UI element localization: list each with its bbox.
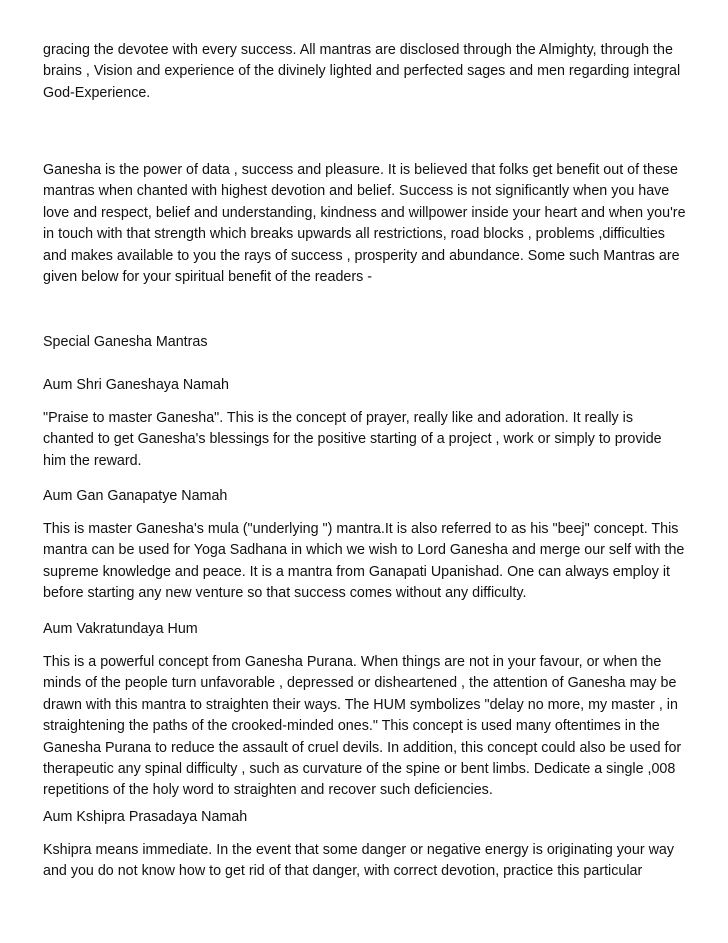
text-line: Aum Vakratundaya Hum: [43, 621, 198, 637]
mantra-description: [43, 408, 662, 472]
text-line: "Praise to master Ganesha". This is the concept of prayer, really like and adoration. It really is: [43, 410, 633, 426]
text-line: drawn with this mantra to straighten their ways. The HUM symbolizes "delay no more, my master , in: [43, 696, 678, 713]
mantra-description: [43, 652, 681, 802]
mantra-title: [43, 486, 227, 507]
text-line: Special Ganesha Mantras: [43, 334, 208, 350]
mantra-title: [43, 619, 198, 640]
mantra-title: [43, 807, 247, 828]
mantra-description: [43, 519, 684, 605]
text-line: supreme knowledge and peace. It is a mantra from Ganapati Upanishad. One can always employ it: [43, 563, 671, 580]
text-line: Kshipra means immediate. In the event that some danger or negative energy is originating your way: [43, 842, 674, 858]
text-line: mantras when chanted with highest devotion and belief. Success is not significantly when you have: [43, 183, 670, 200]
intro-paragraph: [43, 40, 680, 104]
text-line: Ganesha is the power of data , success and pleasure. It is believed that folks get benefit out of these: [43, 162, 679, 178]
text-line: Aum Kshipra Prasadaya Namah: [43, 809, 248, 825]
text-line: brains , Vision and experience of the divinely lighted and perfected sages and men regarding integral: [43, 63, 681, 80]
section-heading: [43, 332, 208, 353]
text-line: and you do not know how to get rid of that danger, with correct devotion, practice this particular: [43, 863, 643, 880]
text-line: Aum Shri Ganeshaya Namah: [43, 377, 229, 393]
ganesha-power-paragraph: [43, 160, 686, 288]
mantra-description: [43, 840, 674, 883]
text-line: love and respect, belief and understanding, kindness and willpower inside your heart and when you're: [43, 204, 686, 221]
text-line: before starting any new venture so that success comes without any difficulty.: [43, 585, 527, 602]
text-line: him the reward.: [43, 452, 142, 469]
text-line: in touch with that strength which breaks upwards all restrictions, road blocks , problems ,difficulties: [43, 226, 665, 243]
text-line: and makes available to you the rays of success , prosperity and abundance. Some such Mantras are: [43, 247, 680, 264]
text-line: gracing the devotee with every success. All mantras are disclosed through the Almighty, through the: [43, 42, 673, 58]
text-line: repetitions of the holy word to straighten and recover such deficiencies.: [43, 782, 493, 799]
text-line: minds of the people turn unfavorable , depressed or disheartened , the attention of Ganesha may be: [43, 675, 677, 692]
text-line: straightening the paths of the crooked-minded ones." This concept is used many oftentimes in the: [43, 718, 660, 735]
text-line: chanted to get Ganesha's blessings for the positive starting of a project , work or simply to provide: [43, 431, 662, 448]
mantra-title: [43, 375, 229, 396]
text-line: given below for your spiritual benefit of the readers -: [43, 269, 373, 286]
text-line: Aum Gan Ganapatye Namah: [43, 488, 228, 504]
text-line: This is a powerful concept from Ganesha Purana. When things are not in your favour, or when the: [43, 654, 662, 670]
text-line: therapeutic any spinal difficulty , such as curvature of the spine or bent limbs. Dedicate a single ,008: [43, 761, 676, 778]
text-line: God-Experience.: [43, 84, 151, 101]
text-line: mantra can be used for Yoga Sadhana in which we wish to Lord Ganesha and merge our self with the: [43, 542, 685, 559]
text-line: This is master Ganesha's mula ("underlying ") mantra.It is also referred to as his "beej" concept. This: [43, 521, 679, 537]
text-line: Ganesha Purana to reduce the assault of cruel devils. In addition, this concept could also be used for: [43, 739, 682, 756]
